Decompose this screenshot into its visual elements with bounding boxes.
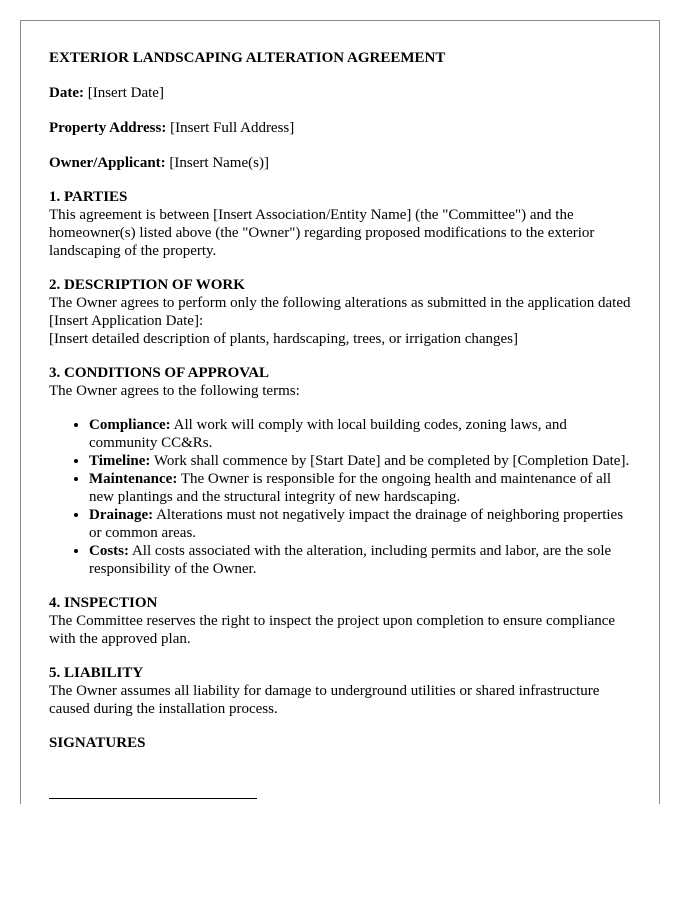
section-text: The Owner agrees to perform only the following alterations as submitted in the application dated [Insert Application Date]: [49, 295, 631, 329]
section-text: The Owner agrees to the following terms: [49, 383, 300, 399]
section-heading: 5. LIABILITY [49, 665, 144, 681]
section-description-of-work [49, 276, 631, 348]
property-address-value: [Insert Full Address] [170, 120, 295, 136]
list-item [89, 542, 631, 578]
section-parties [49, 188, 631, 260]
condition-text: All costs associated with the alteration, including permits and labor, are the sole responsibility of the Owner. [89, 543, 612, 577]
date-value: [Insert Date] [87, 85, 164, 101]
property-address-label: Property Address: [49, 120, 167, 136]
agreement-content [21, 21, 659, 752]
condition-text: Alterations must not negatively impact the drainage of neighboring properties or common areas. [89, 507, 624, 541]
date-field [49, 84, 631, 102]
section-liability [49, 664, 631, 718]
section-signatures [49, 734, 631, 752]
condition-text: The Owner is responsible for the ongoing health and maintenance of all new plantings and the structural integrity of new hardscaping. [89, 471, 612, 505]
section-inspection [49, 594, 631, 648]
list-item [89, 470, 631, 506]
section-heading: 2. DESCRIPTION OF WORK [49, 277, 245, 293]
owner-applicant-label: Owner/Applicant: [49, 155, 166, 171]
date-label: Date: [49, 85, 84, 101]
signature-line [49, 798, 257, 799]
agreement-page [20, 20, 660, 804]
list-item [89, 506, 631, 542]
owner-applicant-value: [Insert Name(s)] [169, 155, 269, 171]
section-heading: 1. PARTIES [49, 189, 128, 205]
condition-text: All work will comply with local building codes, zoning laws, and community CC&Rs. [89, 417, 567, 451]
conditions-list [49, 416, 631, 578]
section-heading: 3. CONDITIONS OF APPROVAL [49, 365, 270, 381]
section-heading: 4. INSPECTION [49, 595, 158, 611]
section-text: This agreement is between [Insert Association/Entity Name] (the "Committee") and the homeowner(s) listed above (the "Owner") regarding proposed modifications to the exterior landscaping of the property. [49, 207, 595, 259]
condition-term: Maintenance: [89, 471, 178, 487]
document-title: EXTERIOR LANDSCAPING ALTERATION AGREEMENT [49, 50, 446, 66]
condition-text: Work shall commence by [Start Date] and be completed by [Completion Date]. [153, 453, 630, 469]
section-text: The Committee reserves the right to inspect the project upon completion to ensure compliance with the approved plan. [49, 613, 616, 647]
condition-term: Timeline: [89, 453, 151, 469]
condition-term: Drainage: [89, 507, 154, 523]
property-address-field [49, 119, 631, 137]
signatures-heading: SIGNATURES [49, 735, 146, 751]
condition-term: Costs: [89, 543, 129, 559]
section-conditions [49, 364, 631, 578]
work-detail-placeholder: [Insert detailed description of plants, hardscaping, trees, or irrigation changes] [49, 331, 519, 347]
list-item [89, 452, 631, 470]
list-item [89, 416, 631, 452]
condition-term: Compliance: [89, 417, 171, 433]
section-text: The Owner assumes all liability for damage to underground utilities or shared infrastructure caused during the installation process. [49, 683, 600, 717]
owner-applicant-field [49, 154, 631, 172]
